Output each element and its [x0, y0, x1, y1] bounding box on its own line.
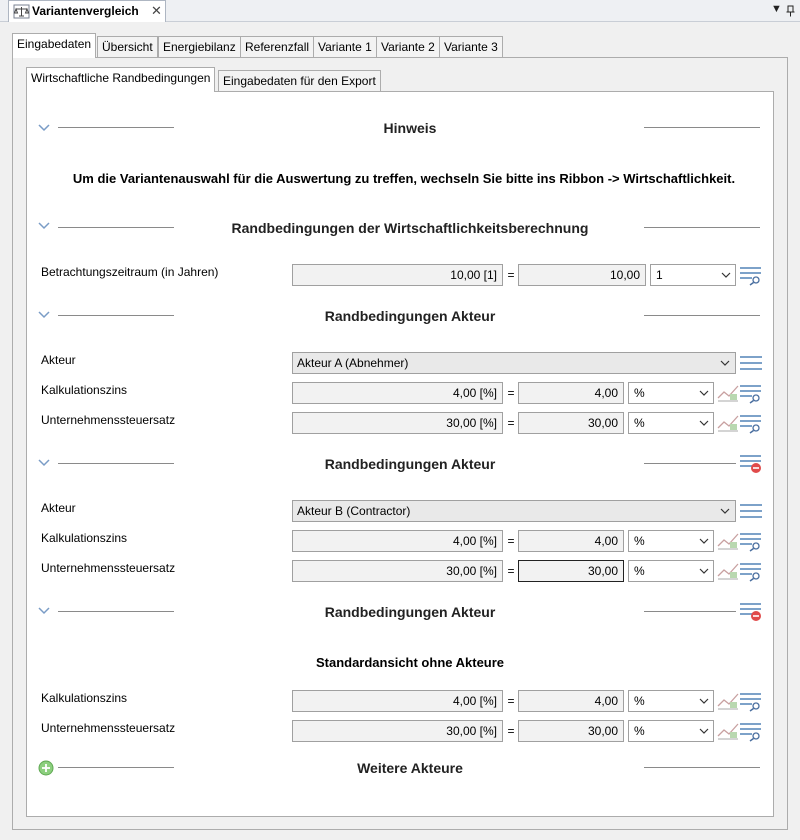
hinweis-text: Um die Variantenauswahl für die Auswertung zu treffen, wechseln Sie bitte ins Ribbon -> Wirtschaftlichkeit.	[72, 171, 736, 186]
tab-referenzfall[interactable]: Referenzfall	[240, 36, 314, 57]
collapse-chevron-icon[interactable]	[38, 311, 50, 319]
unternehmenssteuersatz-value-field[interactable]: 30,00	[518, 560, 624, 582]
tab-variante-1[interactable]: Variante 1	[313, 36, 377, 57]
pin-icon[interactable]	[786, 5, 796, 17]
akteur-label: Akteur	[41, 353, 76, 367]
kalkulationszins-value-field[interactable]: 4,00	[518, 690, 624, 712]
section-title-standard: Randbedingungen Akteur	[324, 604, 496, 620]
section-title-randbedingungen: Randbedingungen der Wirtschaftlichkeitsberechnung	[231, 220, 589, 236]
remove-section-icon[interactable]	[739, 453, 763, 475]
section-divider	[58, 127, 174, 128]
equals-sign: =	[507, 386, 515, 400]
section-divider	[644, 767, 760, 768]
unit-select-value: %	[634, 534, 645, 548]
chevron-down-icon	[721, 270, 731, 280]
tab-uebersicht[interactable]: Übersicht	[97, 36, 158, 57]
time-series-icon[interactable]	[716, 382, 740, 404]
kalkulationszins-formula-field[interactable]: 4,00 [%]	[292, 530, 503, 552]
kalkulationszins-value-field[interactable]: 4,00	[518, 530, 624, 552]
section-divider	[644, 463, 736, 464]
collapse-chevron-icon[interactable]	[38, 222, 50, 230]
collapse-chevron-icon[interactable]	[38, 124, 50, 132]
time-series-icon[interactable]	[716, 690, 740, 712]
formula-link-icon[interactable]	[739, 690, 763, 712]
akteur-select-value: Akteur A (Abnehmer)	[297, 356, 409, 370]
tab-wirtschaftliche-randbedingungen[interactable]: Wirtschaftliche Randbedingungen	[26, 67, 215, 92]
chevron-down-icon	[720, 358, 730, 368]
scale-icon	[13, 4, 30, 19]
unit-select-value: %	[634, 724, 645, 738]
tab-eingabedaten[interactable]: Eingabedaten	[12, 33, 96, 58]
unit-select-value: %	[634, 694, 645, 708]
unit-select-value: %	[634, 416, 645, 430]
formula-link-icon[interactable]	[739, 264, 763, 286]
section-title-hinweis: Hinweis	[383, 120, 437, 136]
betrachtungszeitraum-value-field[interactable]: 10,00	[518, 264, 646, 286]
equals-sign: =	[507, 564, 515, 578]
document-tab-title: Variantenvergleich	[32, 4, 139, 18]
equals-sign: =	[507, 416, 515, 430]
unit-select-value: %	[634, 564, 645, 578]
equals-sign: =	[507, 534, 515, 548]
chevron-down-icon	[699, 696, 709, 706]
remove-section-icon[interactable]	[739, 601, 763, 623]
section-divider	[58, 227, 174, 228]
section-title-akteur-b: Randbedingungen Akteur	[324, 456, 496, 472]
document-tab[interactable]	[8, 0, 166, 22]
section-divider	[58, 315, 174, 316]
kalkulationszins-label: Kalkulationszins	[41, 531, 128, 545]
chevron-down-icon	[699, 388, 709, 398]
time-series-icon[interactable]	[716, 560, 740, 582]
unternehmenssteuersatz-unit-select[interactable]	[628, 720, 714, 742]
kalkulationszins-unit-select[interactable]	[628, 530, 714, 552]
betrachtungszeitraum-unit-select[interactable]	[650, 264, 736, 286]
section-divider	[644, 127, 760, 128]
tab-variante-2[interactable]: Variante 2	[376, 36, 440, 57]
formula-link-icon[interactable]	[739, 382, 763, 404]
section-divider	[644, 227, 760, 228]
akteur-b-select[interactable]	[292, 500, 736, 522]
chevron-down-icon	[699, 418, 709, 428]
tab-eingabedaten-export[interactable]: Eingabedaten für den Export	[218, 70, 381, 91]
unternehmenssteuersatz-formula-field[interactable]: 30,00 [%]	[292, 720, 503, 742]
chevron-down-icon	[699, 536, 709, 546]
akteur-select-value: Akteur B (Contractor)	[297, 504, 411, 518]
kalkulationszins-label: Kalkulationszins	[41, 691, 128, 705]
kalkulationszins-value-field[interactable]: 4,00	[518, 382, 624, 404]
section-divider	[58, 611, 174, 612]
unternehmenssteuersatz-formula-field[interactable]: 30,00 [%]	[292, 412, 503, 434]
equals-sign: =	[507, 724, 515, 738]
add-akteur-icon[interactable]	[38, 760, 54, 776]
standardansicht-subtitle: Standardansicht ohne Akteure	[315, 655, 505, 670]
list-icon[interactable]	[739, 500, 763, 522]
unit-select-value: 1	[656, 268, 663, 282]
document-tab-strip	[0, 0, 800, 22]
kalkulationszins-formula-field[interactable]: 4,00 [%]	[292, 690, 503, 712]
tab-energiebilanz[interactable]: Energiebilanz	[158, 36, 241, 57]
unternehmenssteuersatz-unit-select[interactable]	[628, 560, 714, 582]
akteur-label: Akteur	[41, 501, 76, 515]
equals-sign: =	[507, 694, 515, 708]
close-icon[interactable]: ✕	[151, 3, 162, 18]
time-series-icon[interactable]	[716, 412, 740, 434]
formula-link-icon[interactable]	[739, 560, 763, 582]
unternehmenssteuersatz-value-field[interactable]: 30,00	[518, 720, 624, 742]
section-title-akteur-a: Randbedingungen Akteur	[324, 308, 496, 324]
formula-link-icon[interactable]	[739, 412, 763, 434]
formula-link-icon[interactable]	[739, 530, 763, 552]
betrachtungszeitraum-label: Betrachtungszeitraum (in Jahren)	[41, 265, 219, 279]
equals-sign: =	[507, 268, 515, 282]
section-title-weitere-akteure: Weitere Akteure	[357, 760, 463, 776]
akteur-a-select[interactable]	[292, 352, 736, 374]
chevron-down-icon	[699, 726, 709, 736]
kalkulationszins-unit-select[interactable]	[628, 382, 714, 404]
unternehmenssteuersatz-label: Unternehmenssteuersatz	[41, 413, 176, 427]
unternehmenssteuersatz-unit-select[interactable]	[628, 412, 714, 434]
list-icon[interactable]	[739, 352, 763, 374]
section-divider	[58, 463, 174, 464]
betrachtungszeitraum-formula-field[interactable]: 10,00 [1]	[292, 264, 503, 286]
section-divider	[58, 767, 174, 768]
tab-variante-3[interactable]: Variante 3	[439, 36, 503, 57]
formula-link-icon[interactable]	[739, 720, 763, 742]
section-divider	[644, 611, 736, 612]
unit-select-value: %	[634, 386, 645, 400]
unternehmenssteuersatz-formula-field[interactable]: 30,00 [%]	[292, 560, 503, 582]
time-series-icon[interactable]	[716, 720, 740, 742]
time-series-icon[interactable]	[716, 530, 740, 552]
kalkulationszins-unit-select[interactable]	[628, 690, 714, 712]
dropdown-menu-icon[interactable]: ▼	[771, 3, 782, 15]
section-divider	[644, 315, 760, 316]
unternehmenssteuersatz-label: Unternehmenssteuersatz	[41, 561, 176, 575]
chevron-down-icon	[699, 566, 709, 576]
collapse-chevron-icon[interactable]	[38, 459, 50, 467]
unternehmenssteuersatz-value-field[interactable]: 30,00	[518, 412, 624, 434]
unternehmenssteuersatz-label: Unternehmenssteuersatz	[41, 721, 176, 735]
collapse-chevron-icon[interactable]	[38, 607, 50, 615]
kalkulationszins-formula-field[interactable]: 4,00 [%]	[292, 382, 503, 404]
kalkulationszins-label: Kalkulationszins	[41, 383, 128, 397]
chevron-down-icon	[720, 506, 730, 516]
